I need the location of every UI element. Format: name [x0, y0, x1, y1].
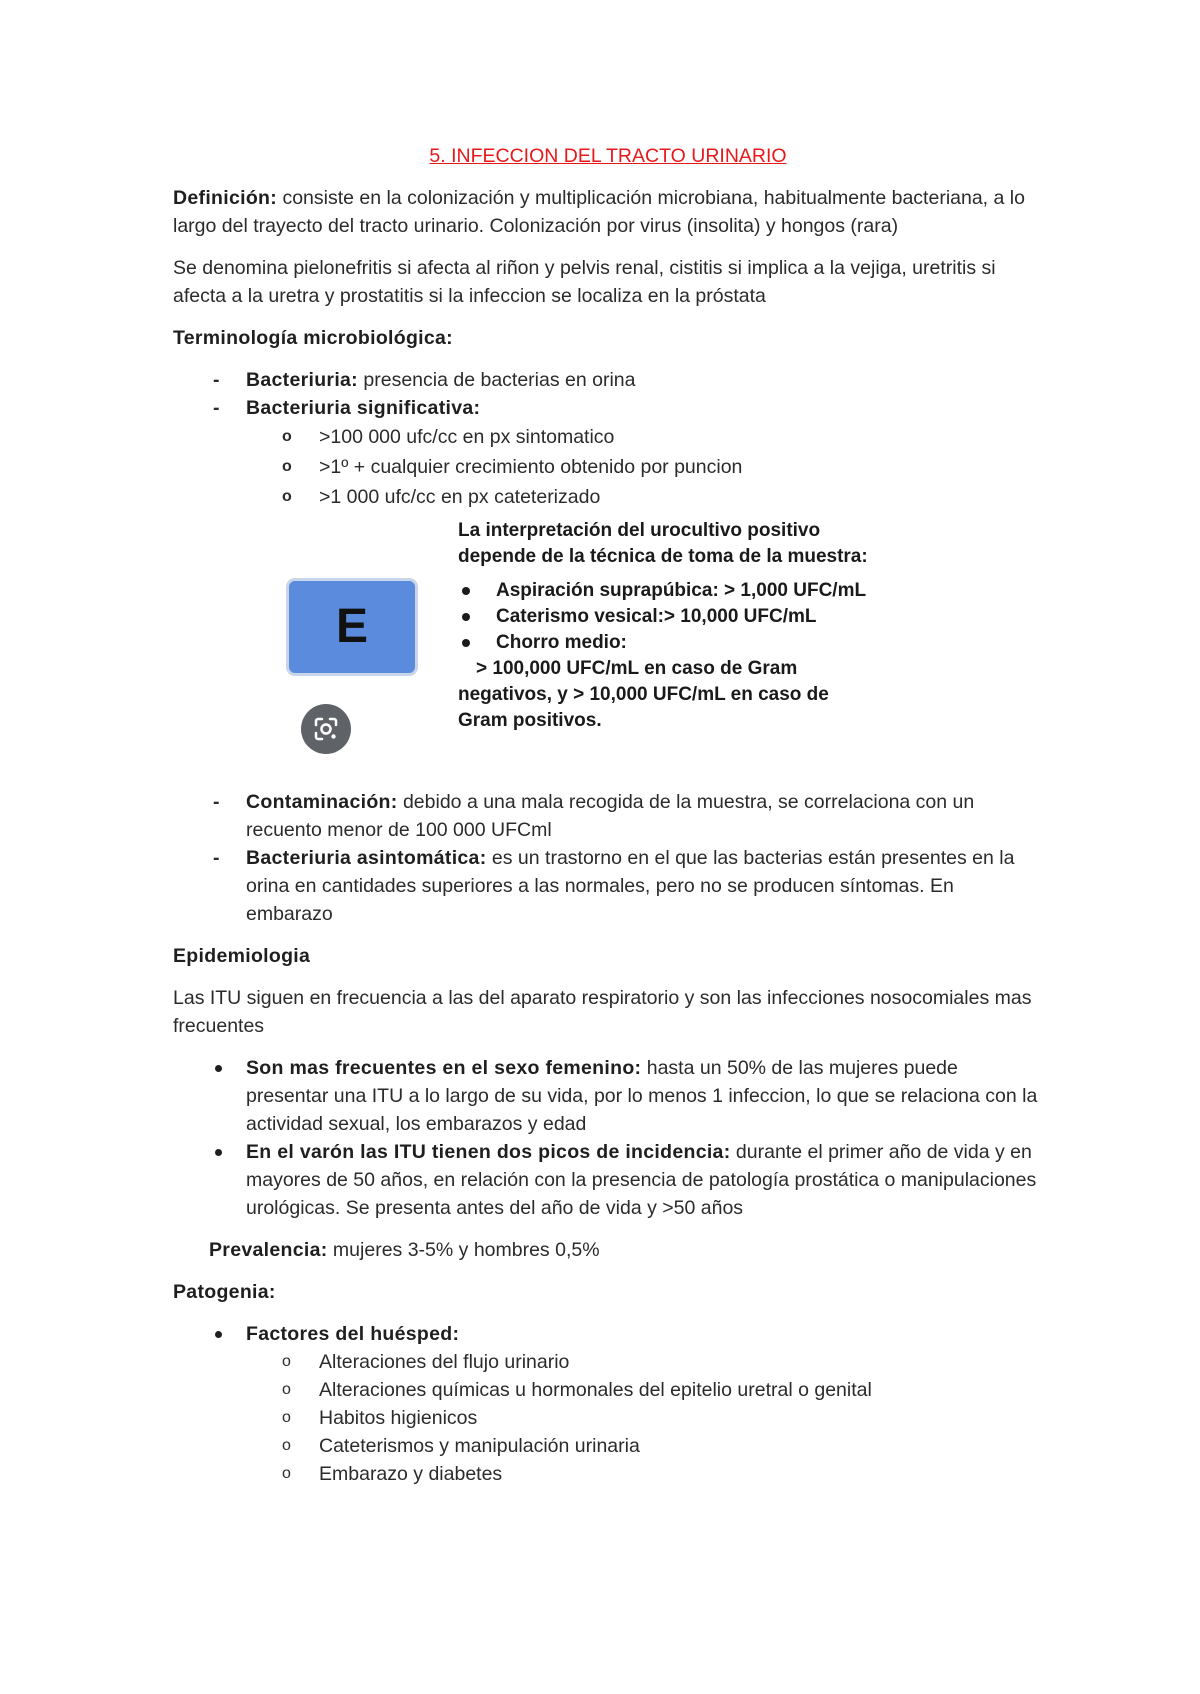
- list-item: o >1º + cualquier crecimiento obtenido por puncion: [173, 452, 1043, 482]
- document-page: [173, 142, 1043, 1488]
- list-item: o Cateterismos y manipulación urinaria: [173, 1432, 1043, 1460]
- significativa-label: Bacteriuria significativa:: [246, 397, 481, 419]
- urocultivo-bullet: Caterismo vesical:> 10,000 UFC/mL: [458, 604, 908, 630]
- urocultivo-bullet: Aspiración suprapúbica: > 1,000 UFC/mL: [458, 578, 908, 604]
- list-item: o Embarazo y diabetes: [173, 1460, 1043, 1488]
- patogenia-heading: Patogenia:: [173, 1281, 276, 1303]
- epidemiologia-heading: Epidemiologia: [173, 945, 311, 967]
- urocultivo-line: La interpretación del urocultivo positivo: [458, 520, 821, 541]
- epidemiologia-intro: Las ITU siguen en frecuencia a las del aparato respiratorio y son las infecciones nosocomiales mas frecuentes: [173, 987, 1032, 1037]
- list-item: o Habitos higienicos: [173, 1404, 1043, 1432]
- asintomatica-label: Bacteriuria asintomática:: [246, 847, 487, 869]
- definicion-label: Definición:: [173, 187, 278, 209]
- patogenia-list: [173, 1320, 1043, 1488]
- varon-label: En el varón las ITU tienen dos picos de incidencia:: [246, 1141, 731, 1163]
- definicion-text: consiste en la colonización y multiplicación microbiana, habitualmente bacteriana, a lo largo del trayecto del tracto urinario. Colonización por virus (insolita) y hongos (rara): [173, 187, 1025, 237]
- contaminacion-text: debido a una mala recogida de la muestra, se correlaciona con un recuento menor de 100 000 UFCml: [246, 791, 975, 841]
- urocultivo-bullet: Chorro medio:: [458, 630, 908, 656]
- significativa-sublist: [246, 422, 1043, 512]
- urocultivo-line: > 100,000 UFC/mL en caso de Gram: [476, 658, 798, 679]
- list-item: o >1 000 ufc/cc en px cateterizado: [173, 482, 1043, 512]
- factores-label: Factores del huésped:: [246, 1323, 460, 1345]
- epidemiologia-list: [173, 1054, 1043, 1222]
- bacteriuria-text: presencia de bacterias en orina: [357, 369, 636, 391]
- lens-glyph: [312, 715, 340, 743]
- terminologia-list: [173, 366, 1043, 512]
- list-item: o Alteraciones químicas u hormonales del epitelio uretral o genital: [173, 1376, 1043, 1404]
- document-title: 5. INFECCION DEL TRACTO URINARIO: [429, 145, 787, 167]
- urocultivo-text: [458, 518, 908, 734]
- urocultivo-line: negativos, y > 10,000 UFC/mL en caso de: [458, 684, 829, 705]
- terminologia-list-continued: [173, 788, 1043, 928]
- femenino-label: Son mas frecuentes en el sexo femenino:: [246, 1057, 642, 1079]
- list-item: [173, 366, 1043, 394]
- asintomatica-text: es un trastorno en el que las bacterias están presentes en la orina en cantidades superiores a las normales, pero no se producen síntomas. En embarazo: [246, 847, 1015, 925]
- google-lens-icon[interactable]: [301, 704, 351, 754]
- urocultivo-line: Gram positivos.: [458, 710, 602, 731]
- terminologia-heading: Terminología microbiológica:: [173, 327, 453, 349]
- definicion-paragraph: [173, 184, 1043, 240]
- list-item: [173, 788, 1043, 844]
- contaminacion-label: Contaminación:: [246, 791, 398, 813]
- list-item: [173, 1138, 1043, 1222]
- prevalencia-paragraph: [173, 1236, 1043, 1264]
- denomina-paragraph: Se denomina pielonefritis si afecta al riñon y pelvis renal, cistitis si implica a la vejiga, uretritis si afecta a la uretra y prostatitis si la infeccion se localiza en la próstata: [173, 257, 996, 307]
- list-item: [173, 844, 1043, 928]
- prevalencia-label: Prevalencia:: [209, 1239, 328, 1261]
- e-card: E: [286, 578, 418, 676]
- prevalencia-text: mujeres 3-5% y hombres 0,5%: [327, 1239, 600, 1261]
- list-item: o >100 000 ufc/cc en px sintomatico: [173, 422, 1043, 452]
- urocultivo-line: depende de la técnica de toma de la muestra:: [458, 546, 868, 567]
- list-item: o Alteraciones del flujo urinario: [173, 1348, 1043, 1376]
- list-item: [173, 1054, 1043, 1138]
- femenino-text: hasta un 50% de las mujeres puede presentar una ITU a lo largo de su vida, por lo menos 1 infeccion, lo que se relaciona con la actividad sexual, los embarazos y edad: [246, 1057, 1038, 1135]
- urocultivo-figure: [173, 518, 1043, 776]
- factores-sublist: [246, 1348, 1043, 1488]
- list-item: [173, 394, 1043, 512]
- varon-text: durante el primer año de vida y en mayores de 50 años, en relación con la presencia de patología prostática o manipulaciones urológicas. Se presenta antes del año de vida y >50 años: [246, 1141, 1037, 1219]
- bacteriuria-label: Bacteriuria:: [246, 369, 358, 391]
- list-item: [173, 1320, 1043, 1488]
